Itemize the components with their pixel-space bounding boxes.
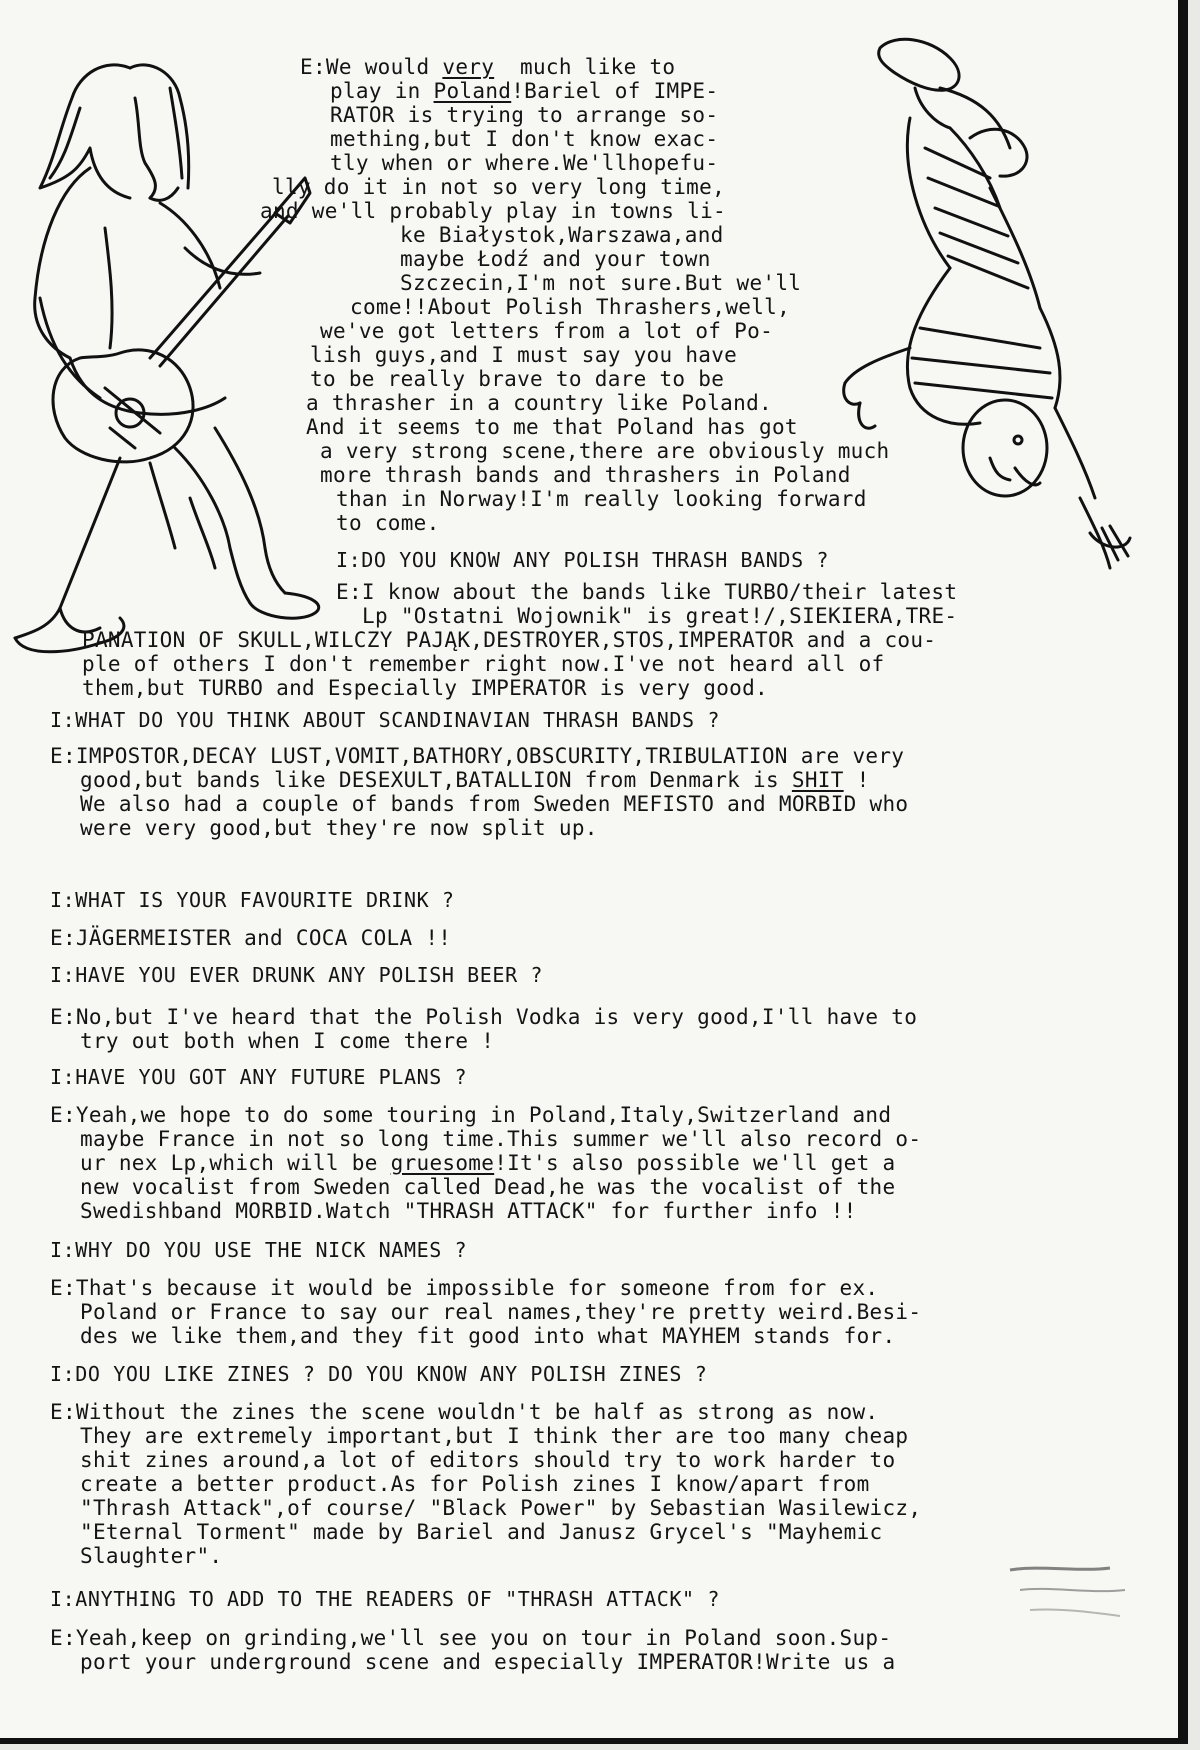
intro-line: play in Poland!Bariel of IMPE- (330, 79, 719, 103)
answer-line: E:Yeah,we hope to do some touring in Poland,Italy,Switzerland and (50, 1103, 892, 1127)
intro-line: Szczecin,I'm not sure.But we'll (400, 271, 802, 295)
intro-line: And it seems to me that Poland has got (306, 415, 798, 439)
answer-line: E:That's because it would be impossible for someone from for ex. (50, 1276, 879, 1300)
intro-line: to be really brave to dare to be (310, 367, 725, 391)
answer-line: ple of others I don't remember right now.I've not heard all of (82, 652, 885, 676)
answer-line: port your underground scene and especially IMPERATOR!Write us a (80, 1650, 896, 1674)
intro-line: come!!About Polish Thrashers,well, (350, 295, 791, 319)
answer-line: maybe France in not so long time.This summer we'll also record o- (80, 1127, 922, 1151)
intro-line: we've got letters from a lot of Po- (320, 319, 774, 343)
intro-line: and we'll probably play in towns li- (260, 199, 726, 223)
answer-line: them,but TURBO and Especially IMPERATOR is very good. (82, 676, 768, 700)
ink-smudge-icon (1000, 1550, 1140, 1640)
interview-question: I:ANYTHING TO ADD TO THE READERS OF "THRASH ATTACK" ? (50, 1587, 720, 1611)
answer-line: E:JÄGERMEISTER and COCA COLA !! (50, 926, 452, 950)
intro-line: lish guys,and I must say you have (310, 343, 738, 367)
answer-line: We also had a couple of bands from Sweden MEFISTO and MORBID who (80, 792, 909, 816)
intro-line: than in Norway!I'm really looking forward (336, 487, 867, 511)
intro-line: a thrasher in a country like Poland. (306, 391, 772, 415)
intro-line: mething,but I don't know exac- (330, 127, 719, 151)
answer-line: Poland or France to say our real names,they're pretty weird.Besi- (80, 1300, 922, 1324)
intro-line: to come. (336, 511, 440, 535)
interview-question: I:WHAT DO YOU THINK ABOUT SCANDINAVIAN THRASH BANDS ? (50, 708, 720, 732)
answer-line: E:IMPOSTOR,DECAY LUST,VOMIT,BATHORY,OBSCURITY,TRIBULATION are very (50, 744, 905, 768)
answer-line: They are extremely important,but I think ther are too many cheap (80, 1424, 909, 1448)
interview-question: I:DO YOU LIKE ZINES ? DO YOU KNOW ANY POLISH ZINES ? (50, 1362, 708, 1386)
intro-line: a very strong scene,there are obviously much (320, 439, 890, 463)
answer-line: good,but bands like DESEXULT,BATALLION from Denmark is SHIT ! (80, 768, 870, 792)
intro-line: E:We would very much like to (300, 55, 676, 79)
answer-line: "Eternal Torment" made by Bariel and Janusz Grycel's "Mayhemic (80, 1520, 883, 1544)
answer-line: create a better product.As for Polish zines I know/apart from (80, 1472, 870, 1496)
answer-line: E:Yeah,keep on grinding,we'll see you on tour in Poland soon.Sup- (50, 1626, 892, 1650)
intro-line: lly do it in not so very long time, (272, 175, 726, 199)
answer-line: E:I know about the bands like TURBO/their latest (336, 580, 958, 604)
guitarist-drawing-icon (10, 28, 340, 708)
intro-line: tly when or where.We'llhopefu- (330, 151, 719, 175)
answer-line: E:No,but I've heard that the Polish Vodka is very good,I'll have to (50, 1005, 918, 1029)
intro-line: RATOR is trying to arrange so- (330, 103, 719, 127)
answer-line: ur nex Lp,which will be gruesome!It's also possible we'll get a (80, 1151, 896, 1175)
interview-question: I:HAVE YOU GOT ANY FUTURE PLANS ? (50, 1065, 468, 1089)
interview-question: I:WHAT IS YOUR FAVOURITE DRINK ? (50, 888, 455, 912)
answer-line: new vocalist from Sweden called Dead,he was the vocalist of the (80, 1175, 896, 1199)
interview-question: I:WHY DO YOU USE THE NICK NAMES ? (50, 1238, 468, 1262)
intro-line: ke Białystok,Warszawa,and (400, 223, 724, 247)
answer-line: Lp "Ostatni Wojownik" is great!/,SIEKIERA,TRE- (362, 604, 958, 628)
answer-line: des we like them,and they fit good into what MAYHEM stands for. (80, 1324, 896, 1348)
intro-line: maybe Łodź and your town (400, 247, 711, 271)
intro-line: more thrash bands and thrashers in Poland (320, 463, 851, 487)
interview-question: I:DO YOU KNOW ANY POLISH THRASH BANDS ? (336, 548, 829, 572)
answer-line: E:Without the zines the scene wouldn't be half as strong as now. (50, 1400, 879, 1424)
answer-line: Slaughter". (80, 1544, 223, 1568)
answer-line: "Thrash Attack",of course/ "Black Power" by Sebastian Wasilewicz, (80, 1496, 922, 1520)
answer-line: shit zines around,a lot of editors should try to work harder to (80, 1448, 896, 1472)
answer-line: PANATION OF SKULL,WILCZY PAJĄK,DESTROYER,STOS,IMPERATOR and a cou- (82, 628, 937, 652)
answer-line: Swedishband MORBID.Watch "THRASH ATTACK" for further info !! (80, 1199, 857, 1223)
answer-line: try out both when I come there ! (80, 1029, 495, 1053)
falling-man-drawing-icon (840, 28, 1140, 588)
answer-line: were very good,but they're now split up. (80, 816, 598, 840)
interview-question: I:HAVE YOU EVER DRUNK ANY POLISH BEER ? (50, 963, 543, 987)
